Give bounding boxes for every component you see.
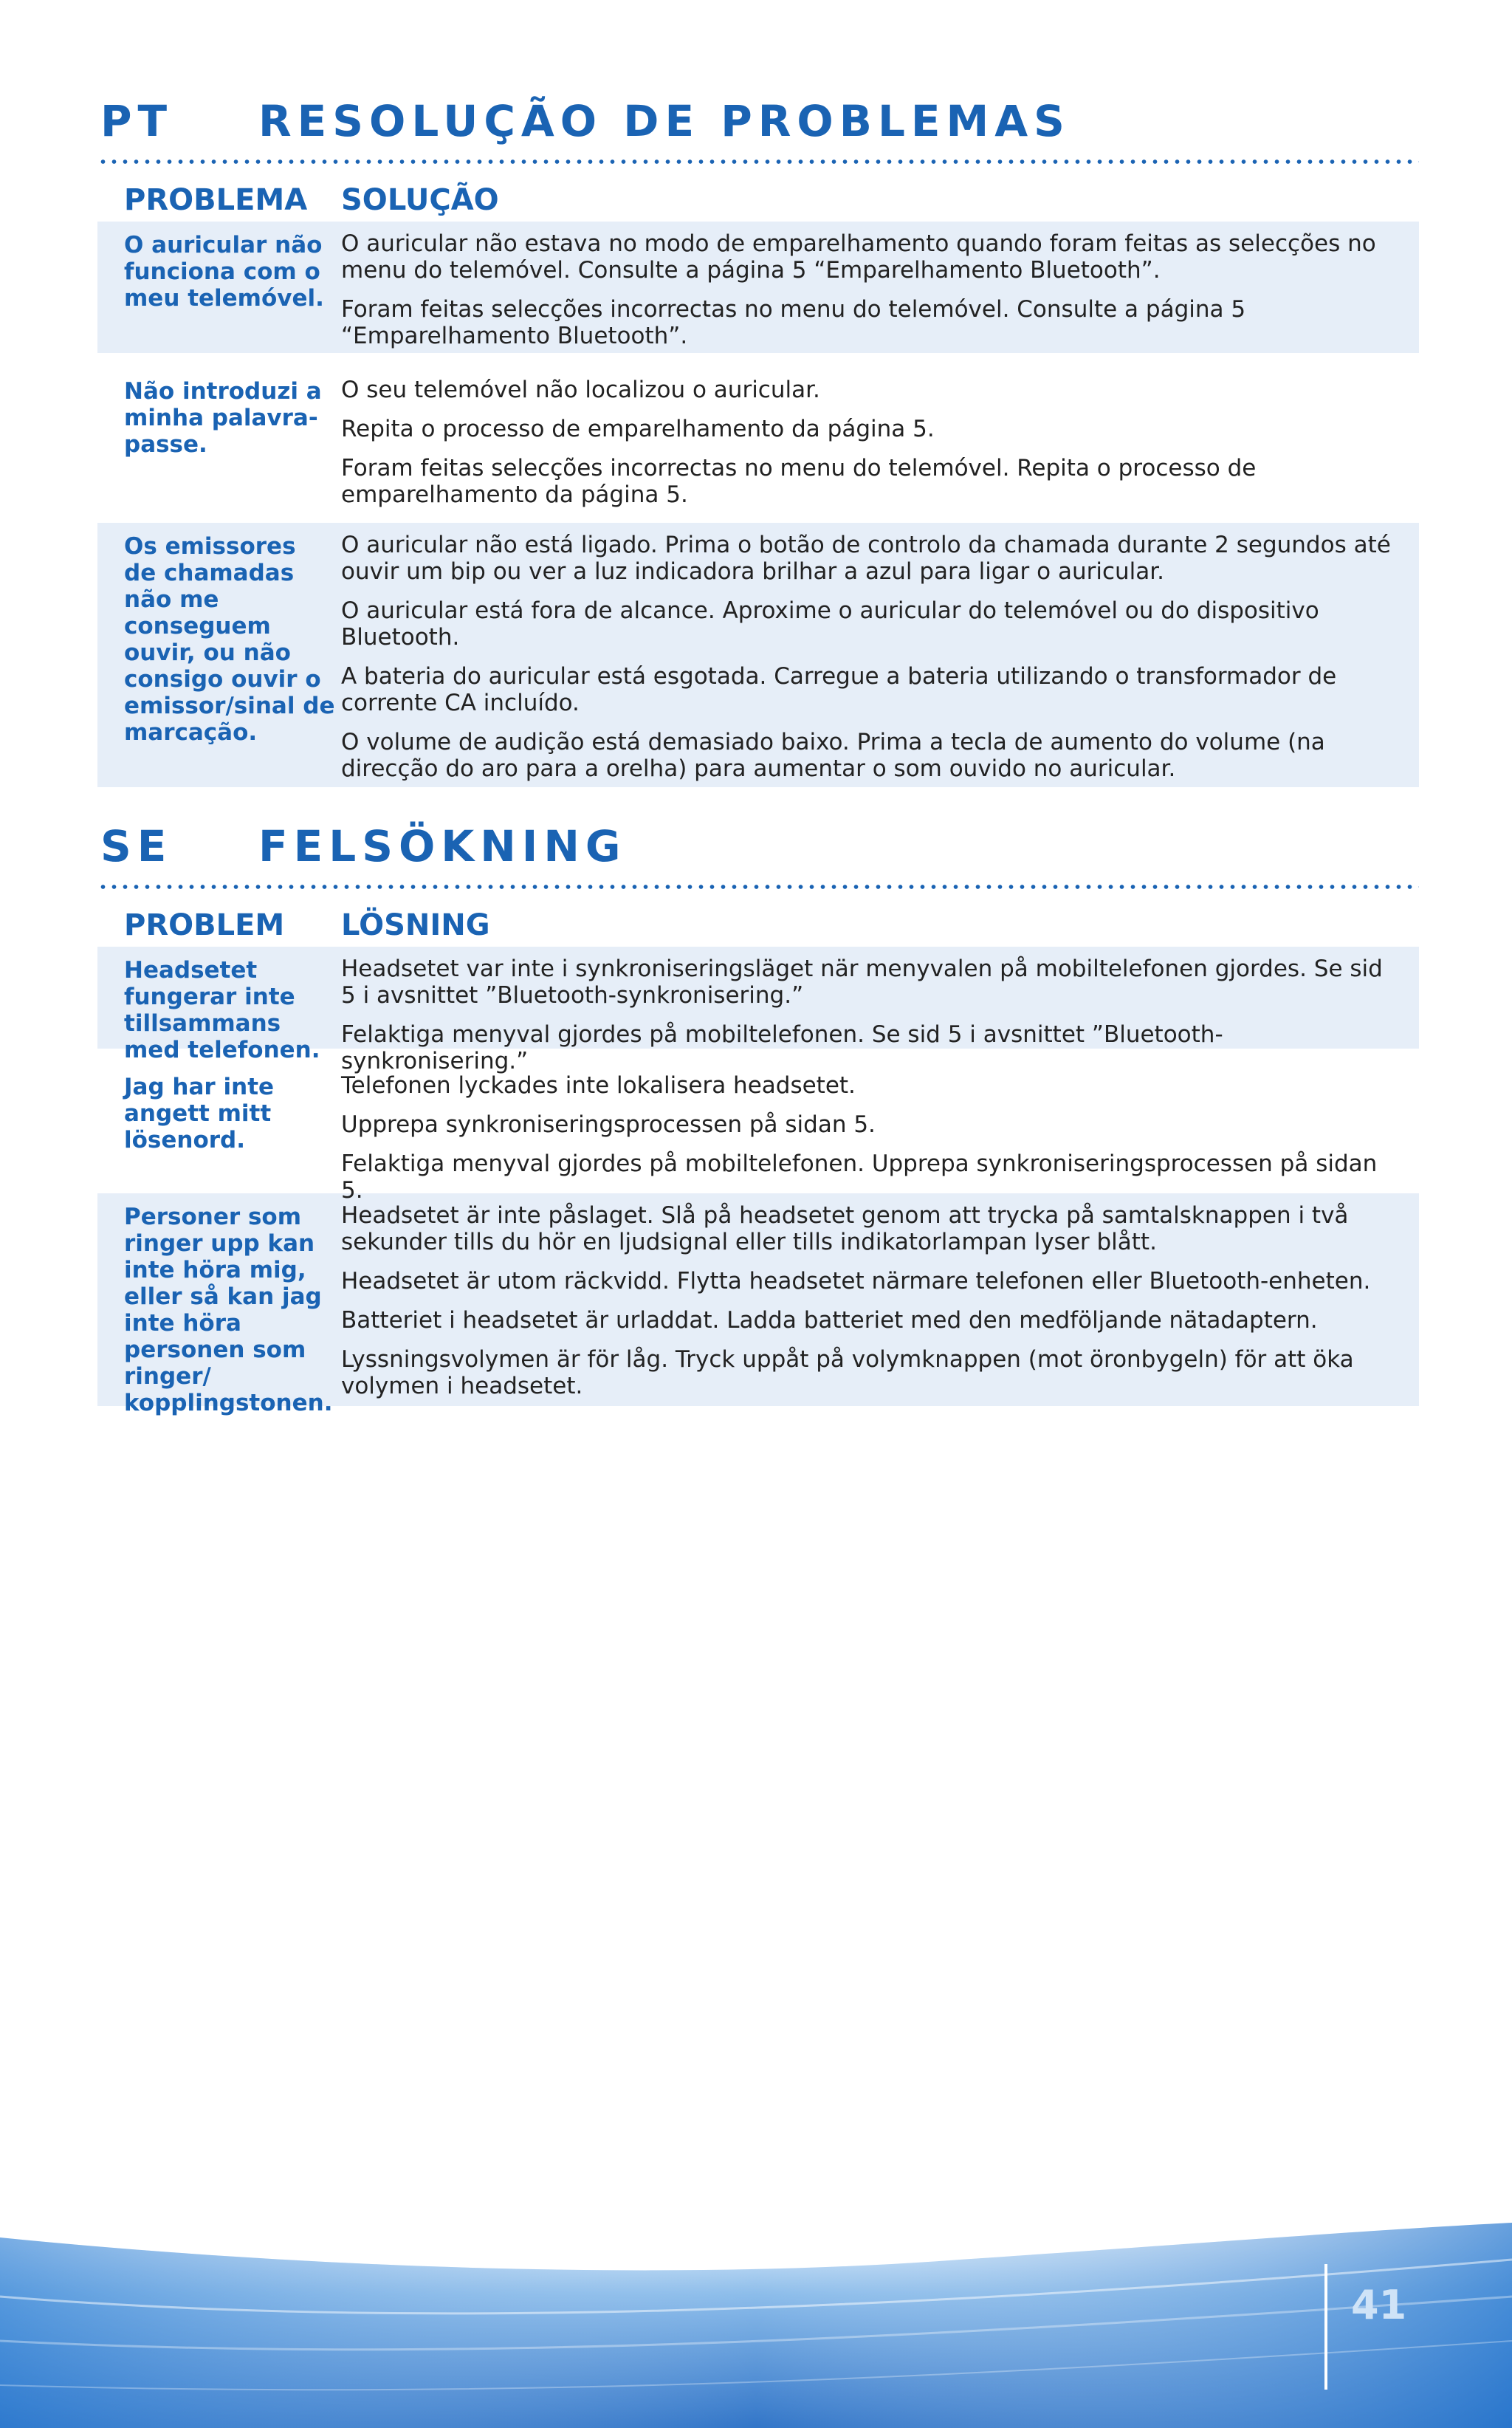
pt-col-problem: PROBLEMA [124, 183, 308, 217]
solution-text: A bateria do auricular está esgotada. Carregue a bateria utilizando o transformador de corrente CA incluído. [341, 663, 1337, 716]
pt-title-text: RESOLUÇÃO DE PROBLEMAS [258, 96, 1071, 146]
solution-text: Felaktiga menyval gjordes på mobiltelefonen. Upprepa synkroniseringsprocessen på sidan 5. [341, 1150, 1378, 1204]
problem-cell: Headsetet fungerar inte tillsammans med telefonen. [124, 957, 320, 1063]
solution-text: Repita o processo de emparelhamento da página 5. [341, 416, 935, 442]
pt-row-3 [97, 523, 1419, 787]
pt-section [97, 87, 1419, 787]
pt-col-solution: SOLUÇÃO [341, 183, 499, 217]
solution-text: Headsetet är utom räckvidd. Flytta headsetet närmare telefonen eller Bluetooth-enheten. [341, 1268, 1371, 1294]
problem-cell: O auricular não funciona com o meu telemóvel. [124, 232, 324, 312]
problem-cell: Personer som ringer upp kan inte höra mig, eller så kan jag inte höra personen som ringer/ kopplingstonen. [124, 1204, 333, 1416]
se-row-3 [97, 1193, 1419, 1416]
se-language-code: SE [100, 821, 173, 871]
problem-cell: Os emissores de chamadas não me conseguem ouvir, ou não consigo ouvir o emissor/sinal de marcação. [124, 533, 335, 746]
solution-cell [341, 222, 1419, 353]
solution-text: O auricular não estava no modo de emparelhamento quando foram feitas as selecções no menu do telemóvel. Consulte a página 5 “Emparelhamento Bluetooth”. [341, 230, 1376, 284]
solution-cell [341, 523, 1419, 787]
se-column-header [97, 904, 1419, 947]
se-row-2 [97, 1049, 1419, 1204]
solution-text: O volume de audição está demasiado baixo. Prima a tecla de aumento do volume (na direcção do aro para a orelha) para aumentar o som ouvido no auricular. [341, 729, 1325, 782]
solution-text: Foram feitas selecções incorrectas no menu do telemóvel. Consulte a página 5 “Emparelhamento Bluetooth”. [341, 296, 1246, 349]
solution-cell [341, 1193, 1419, 1406]
se-section [97, 812, 1419, 1416]
page-number: 41 [1351, 2282, 1407, 2328]
solution-text: O seu telemóvel não localizou o auricular. [341, 377, 820, 403]
footer-wave-graphic [0, 2215, 1512, 2428]
se-title-text: FELSÖKNING [258, 821, 627, 871]
solution-text: Foram feitas selecções incorrectas no menu do telemóvel. Repita o processo de emparelhamento da página 5. [341, 455, 1257, 508]
solution-text: Lyssningsvolymen är för låg. Tryck uppåt på volymknappen (mot öronbygeln) för att öka volymen i headsetet. [341, 1346, 1354, 1399]
solution-text: Telefonen lyckades inte lokalisera headsetet. [341, 1072, 856, 1099]
solution-cell [341, 947, 1419, 1074]
solution-text: Headsetet är inte påslaget. Slå på headsetet genom att trycka på samtalsknappen i två sekunder tills du hör en ljudsignal eller tills indikatorlampan lyser blått. [341, 1202, 1349, 1255]
pt-row-2 [97, 353, 1419, 523]
solution-text: O auricular não está ligado. Prima o botão de controlo da chamada durante 2 segundos até ouvir um bip ou ver a luz indicadora brilhar a azul para ligar o auricular. [341, 532, 1391, 585]
se-col-problem: PROBLEM [124, 908, 285, 942]
problem-cell: Não introduzi a minha palavra-passe. [124, 378, 322, 458]
pt-section-title [100, 87, 1419, 146]
se-row-1 [97, 947, 1419, 1074]
solution-text: Batteriet i headsetet är urladdat. Ladda batteriet med den medföljande nätadaptern. [341, 1307, 1318, 1334]
solution-cell [341, 1063, 1419, 1204]
se-section-title [100, 812, 1419, 871]
problem-cell: Jag har inte angett mitt lösenord. [124, 1074, 275, 1153]
pt-row-1 [97, 222, 1419, 353]
se-col-solution: LÖSNING [341, 908, 490, 942]
solution-text: Felaktiga menyval gjordes på mobiltelefonen. Se sid 5 i avsnittet ”Bluetooth-synkronisering.” [341, 1021, 1223, 1074]
pt-dotted-divider [97, 160, 1419, 164]
pt-column-header [97, 179, 1419, 222]
solution-text: Upprepa synkroniseringsprocessen på sidan 5. [341, 1111, 876, 1138]
page-number-divider [1324, 2264, 1327, 2390]
se-dotted-divider [97, 885, 1419, 889]
solution-cell [341, 368, 1419, 523]
solution-text: Headsetet var inte i synkroniseringsläget när menyvalen på mobiltelefonen gjordes. Se sid 5 i avsnittet ”Bluetooth-synkronisering.” [341, 956, 1383, 1009]
pt-language-code: PT [100, 96, 173, 146]
solution-text: O auricular está fora de alcance. Aproxime o auricular do telemóvel ou do dispositivo Bluetooth. [341, 597, 1319, 651]
